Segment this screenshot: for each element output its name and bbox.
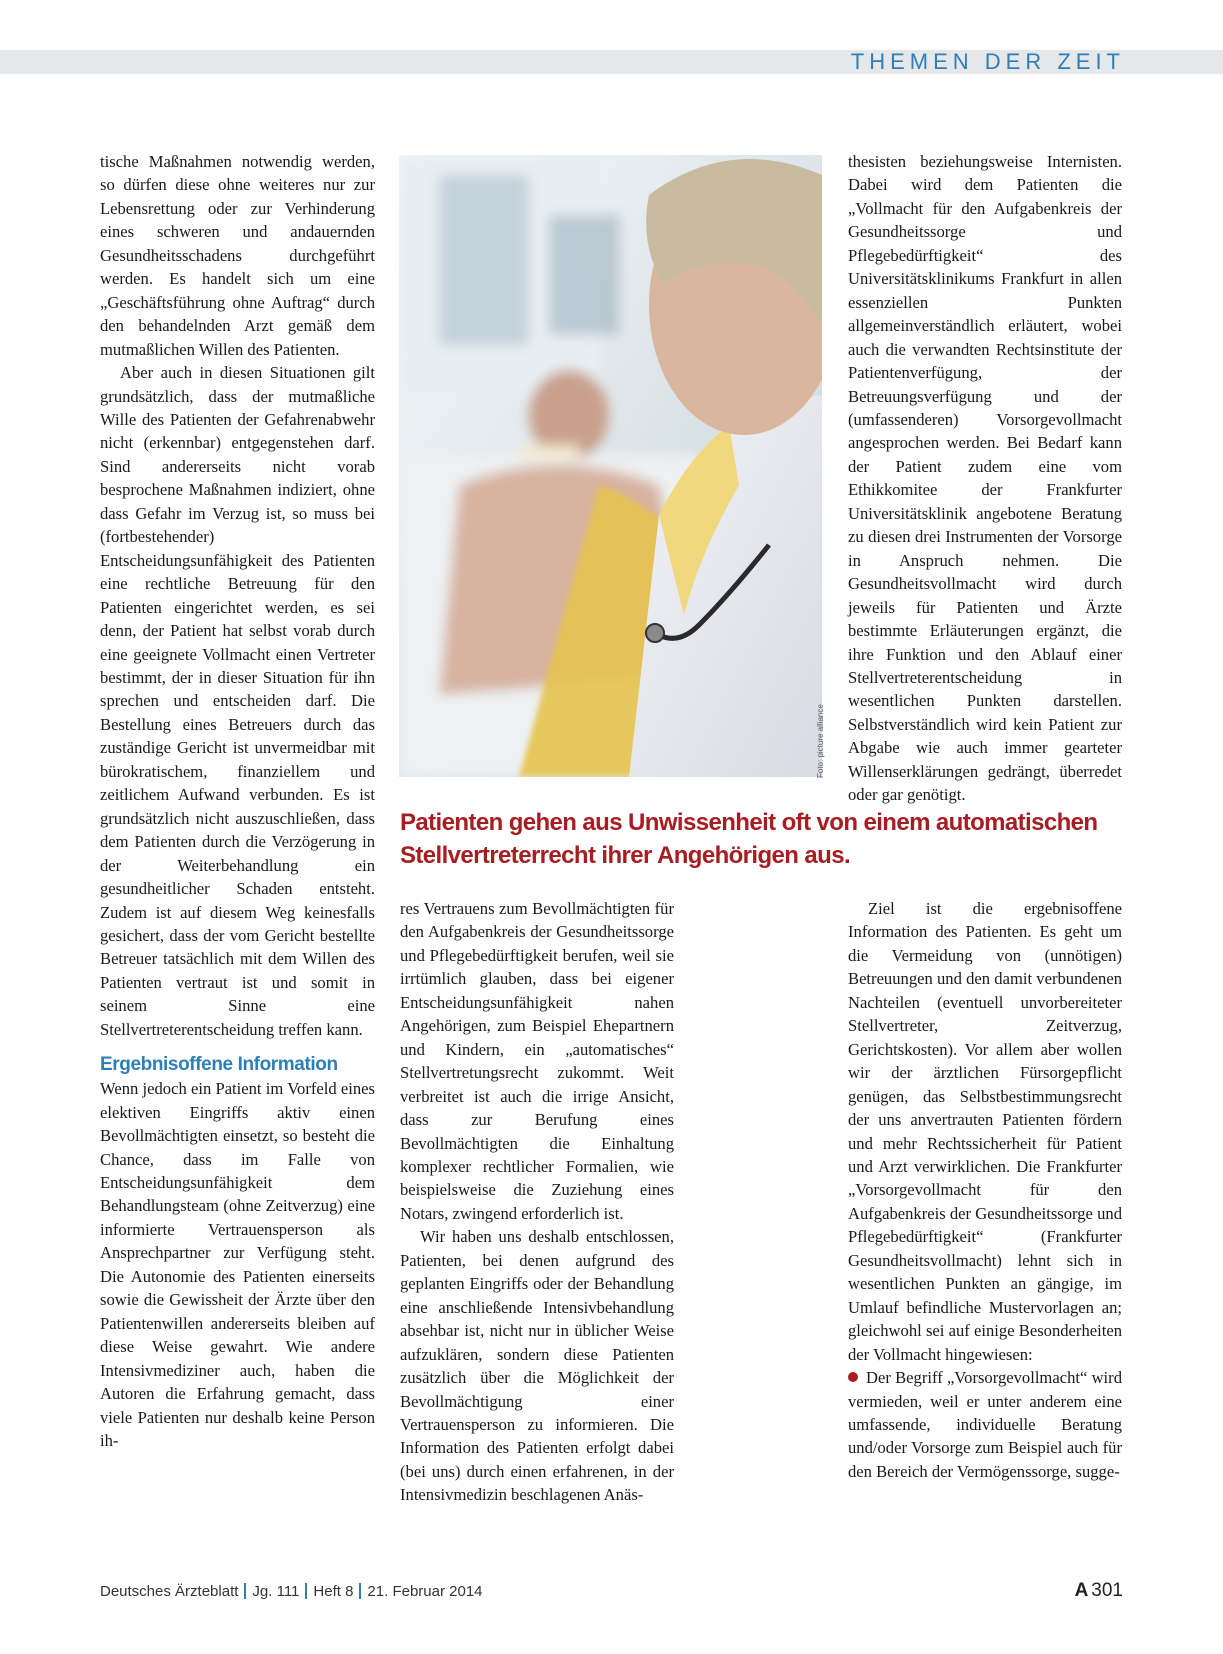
paragraph: Wir haben uns deshalb entschlossen, Patienten, bei denen aufgrund des geplanten Eingriffs oder der Behandlung eine anschließende Intensivbehandlung absehbar ist, nicht nur in üblicher Weise aufzuklären, sondern diese Patienten zusätzlich über die Möglichkeit der Bevollmächtigung einer Vertrauensperson zu informieren. Die Information des Patienten erfolgt dabei (bei uns) durch einen erfahrenen, in der Intensivmedizin beschlagenen Anäs- [400, 1227, 674, 1505]
photo-credit: Foto: picture alliance [816, 704, 825, 778]
section-label: THEMEN DER ZEIT [850, 49, 1125, 74]
subheading: Ergebnisoffene Information [100, 1054, 338, 1076]
paragraph: res Vertrauens zum Bevollmächtigten für den Aufgabenkreis der Gesundheitssorge und Pflegebedürftigkeit berufen, weil sie irrtümlich glauben, dass bei eigener Entscheidungsunfähigkeit nahen Angehörigen, zum Beispiel Ehepartnern und Kindern, ein „automatisches“ Stellvertretungsrecht zukommt. Weit verbreitet ist auch die irrige Ansicht, dass zur Berufung eines Bevollmächtigten die Einhaltung komplexer rechtlicher Formalien, wie beispielsweise die Zuziehung eines Notars, zwingend erforderlich ist. [400, 899, 674, 1223]
article-photo [399, 155, 822, 777]
footer-divider [359, 1583, 361, 1599]
paragraph: Ziel ist die ergebnisoffene Information des Patienten. Es geht um die Vermeidung von (unnötigen) Betreuungen und den damit verbundenen Nachteilen (eventuell unvorbereiteter Stellvertreter, Zeitverzug, Gerichtskosten). Vor allem aber wollen wir der ärztlichen Fürsorgepflicht genügen, das Selbstbestimmungsrecht der uns anvertrauten Patienten fördern und mehr Rechtssicherheit für Patient und Arzt verwirklichen. Die Frankfurter „Vorsorgevollmacht für den Aufgabenkreis der Gesundheitssorge und Pflegebedürftigkeit“ (Frankfurter Gesundheitsvollmacht) lehnt sich in wesentlichen Punkten an gängige, im Umlauf befindliche Mustervorlagen an; gleichwohl sei auf einige Besonderheiten der Vollmacht hingewiesen: [848, 899, 1122, 1364]
photo-illustration [399, 155, 822, 777]
paragraph: Aber auch in diesen Situationen gilt grundsätzlich, dass der mutmaßliche Wille des Patienten der Gefahrenabwehr nicht (erkennbar) entgegenstehen darf. Sind andererseits nicht vorab besprochene Maßnahmen indiziert, ohne dass Gefahr im Verzug ist, so muss bei (fortbestehender) Entscheidungsunfähigkeit des Patienten eine rechtliche Betreuung für den Patienten eingerichtet werden, es sei denn, der Patient hat selbst vorab durch eine geeignete Vollmacht einen Vertreter bestimmt, der in dieser Situation für ihn sprechen und entscheiden darf. Die Bestellung eines Betreuers durch das zuständige Gericht ist unvermeidbar mit bürokratischem, finanziellem und zeitlichem Aufwand verbunden. Es ist grundsätzlich nicht auszuschließen, dass dem Patienten durch die Verzögerung in der Weiterbehandlung ein gesundheitlicher Schaden entsteht. Zudem ist auf diesem Weg keinesfalls gesichert, dass der vom Gericht bestellte Betreuer tatsächlich mit dem Willen des Patienten vertraut ist und somit in seinem Sinne eine Stellvertreterentscheidung treffen kann. [100, 363, 375, 1039]
page-number-value: 301 [1091, 1580, 1123, 1601]
page-number [1075, 1580, 1123, 1602]
paragraph: Wenn jedoch ein Patient im Vorfeld eines elektiven Eingriffs aktiv einen Bevollmächtigten einsetzt, so besteht die Chance, dass im Falle von Entscheidungsunfähigkeit dem Behandlungsteam (ohne Zeitverzug) eine informierte Vertrauensperson als Ansprechpartner zur Verfügung steht. Die Autonomie des Patienten einerseits sowie die Gewissheit der Ärzte über den Patientenwillen andererseits bleiben auf diese Weise gewahrt. Wie andere Intensivmediziner auch, haben die Autoren die Erfahrung gemacht, dass viele Patienten nur deshalb keine Person ih- [100, 1079, 375, 1451]
journal-name: Deutsches Ärzteblatt [100, 1583, 239, 1600]
text-column-3-bottom [848, 897, 1122, 1483]
paragraph: thesisten beziehungsweise Internisten. Dabei wird dem Patienten die „Vollmacht für den Aufgabenkreis der Gesundheitssorge und Pflegebedürftigkeit“ des Universitätsklinikums Frankfurt in allen essenziellen Punkten allgemeinverständlich erläutert, wobei auch die verwandten Rechtsinstitute der Patientenverfügung, der Betreuungsverfügung und der (umfassenderen) Vorsorgevollmacht angesprochen werden. Bei Bedarf kann der Patient zudem eine vom Ethikkomitee der Frankfurter Universitätsklinik angebotene Beratung zu diesen drei Instrumenten der Vorsorge in Anspruch nehmen. Die Gesundheitsvollmacht wird durch jeweils für Patienten und Ärzte bestimmte Erläuterungen ergänzt, die ihre Funktion und den Ablauf einer Stellvertreterentscheidung in wesentlichen Punkten darstellen. Selbstverständlich wird kein Patient zur Abgabe wie auch immer gearteter Willenserklärungen gedrängt, überredet oder gar genötigt. [848, 152, 1122, 805]
journal-date: 21. Februar 2014 [367, 1583, 483, 1600]
pull-quote: Patienten gehen aus Unwissenheit oft von einem automatischen Stellvertreterrecht ihrer Angehörigen aus. [400, 809, 1098, 869]
text-column-1 [100, 150, 375, 1452]
footer-divider [244, 1583, 246, 1599]
page-prefix: A [1074, 1580, 1089, 1601]
footer-citation [100, 1583, 483, 1600]
bullet-item [848, 1366, 1122, 1483]
paragraph: tische Maßnahmen notwendig werden, so dürfen diese ohne weiteres nur zur Lebensrettung oder zur Verhinderung eines schweren und andauernden Gesundheitsschadens durchgeführt werden. Es handelt sich um eine „Geschäftsführung ohne Auftrag“ durch den behandelnden Arzt gemäß dem mutmaßlichen Willen des Patienten. [100, 152, 375, 359]
journal-issue: Heft 8 [313, 1583, 354, 1600]
journal-volume: Jg. 111 [252, 1583, 300, 1600]
bullet-text: Der Begriff „Vorsorgevollmacht“ wird vermieden, weil er unter anderem eine umfassende, individuelle Beratung und/oder Vorsorge zum Beispiel auch für den Bereich der Vermögenssorge, sugge- [848, 1368, 1122, 1481]
text-column-3-top [848, 150, 1122, 807]
footer-divider [305, 1583, 307, 1599]
text-column-2 [400, 897, 674, 1507]
bullet-icon [848, 1372, 858, 1382]
